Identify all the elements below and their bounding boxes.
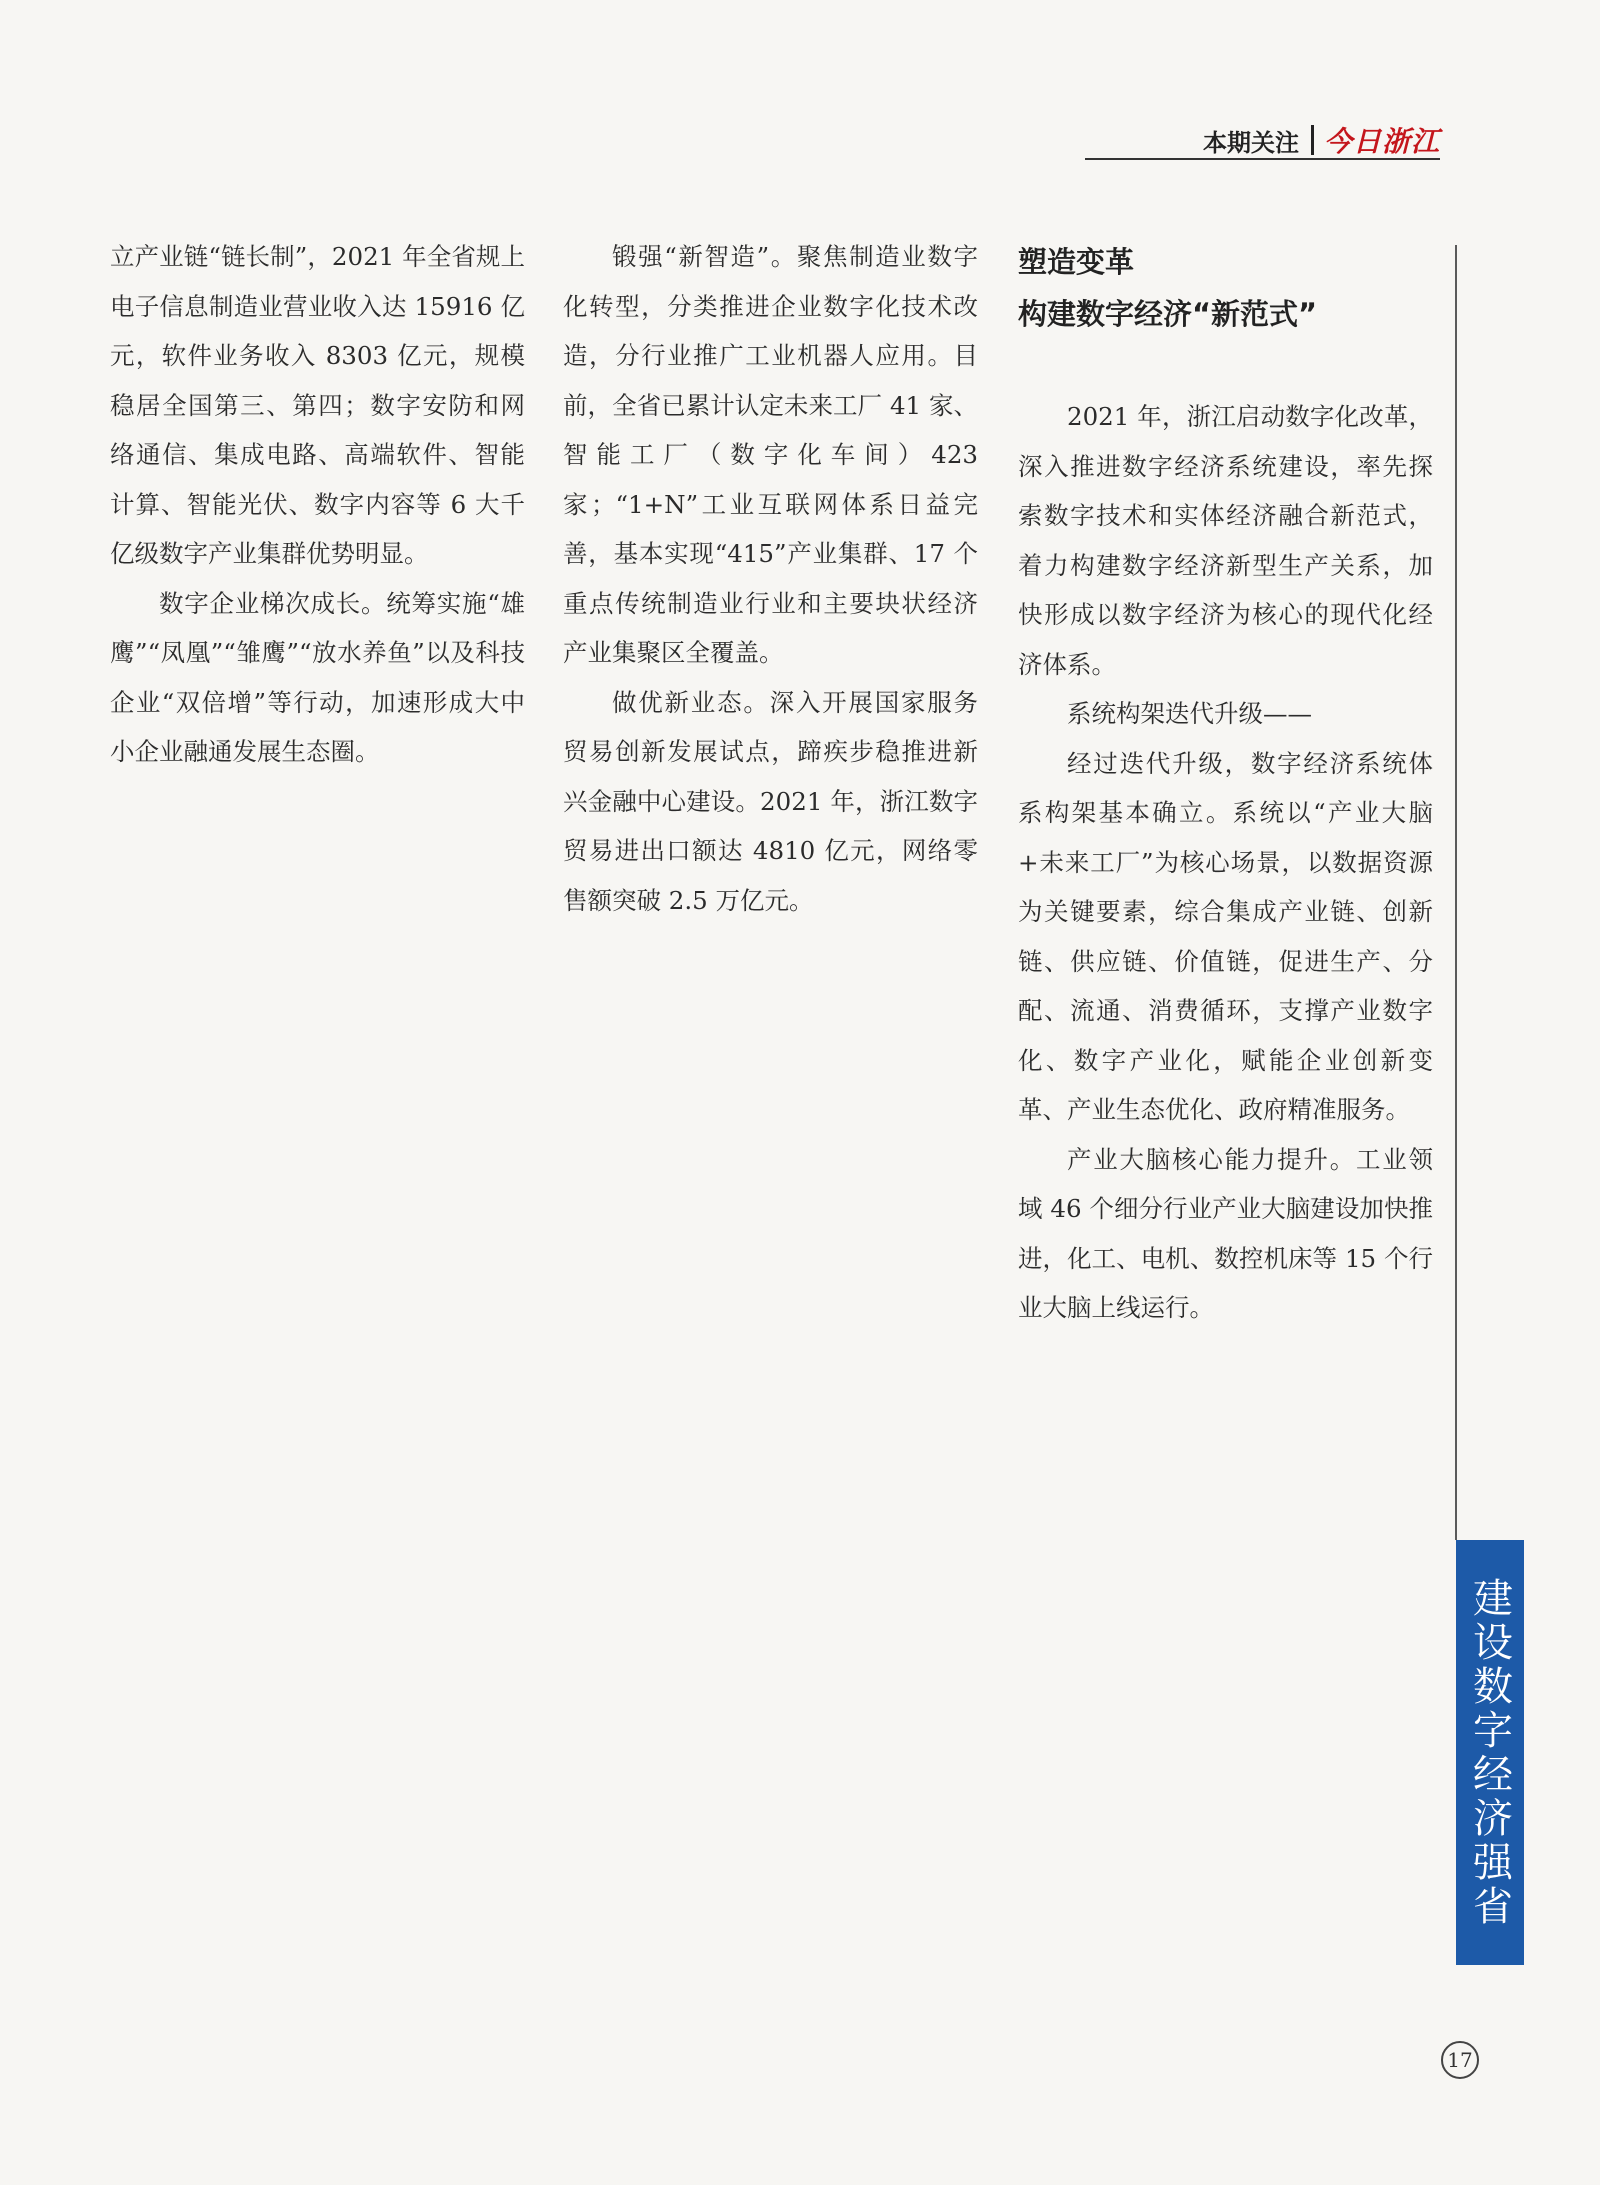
paragraph: 锻强“新智造”。聚焦制造业数字化转型，分类推进企业数字化技术改造，分行业推广工业机器人应用。目前，全省已累计认定未来工厂 41 家、智能工厂（数字化车间）423 家；“1+N”工业互联网体系日益完善，基本实现“415”产业集群、17 个重点传统制造业行业和主要块状经济产业集聚区全覆盖。 [563,242,978,667]
paragraph: 经过迭代升级，数字经济系统体系构架基本确立。系统以“产业大脑+未来工厂”为核心场景，以数据资源为关键要素，综合集成产业链、创新链、供应链、价值链，促进生产、分配、流通、消费循环，支撑产业数字化、数字产业化，赋能企业创新变革、产业生态优化、政府精准服务。 [1018,748,1433,1124]
header-divider [1311,125,1314,155]
paragraph: 2021 年，浙江启动数字化改革，深入推进数字经济系统建设，率先探索数字技术和实体经济融合新范式，着力构建数字经济新型生产关系，加快形成以数字经济为核心的现代化经济体系。 [1018,402,1433,679]
column-divider-line [1455,245,1457,1540]
section-heading [1018,236,1438,340]
page-header [1085,122,1440,158]
article-column-3 [1018,392,1433,1972]
paragraph: 数字企业梯次成长。统筹实施“雄鹰”“凤凰”“雏鹰”“放水养鱼”以及科技企业“双倍增”等行动，加速形成大中小企业融通发展生态圈。 [110,588,525,766]
header-rule [1085,158,1440,160]
section-heading-line-1: 塑造变革 [1018,245,1135,279]
header-section-title: 本期关注 [1202,128,1299,157]
page-number: 17 [1441,2041,1479,2079]
section-side-tab [1456,1540,1524,1965]
section-heading-line-2: 构建数字经济“新范式” [1018,297,1318,331]
paragraph: 做优新业态。深入开展国家服务贸易创新发展试点，蹄疾步稳推进新兴金融中心建设。2021 年，浙江数字贸易进出口额达 4810 亿元，网络零售额突破 2.5 万亿元。 [563,687,978,915]
article-column-2 [563,232,978,1972]
subheading: 系统构架迭代升级—— [1067,699,1312,728]
article-column-1 [110,232,525,1972]
paragraph: 立产业链“链长制”，2021 年全省规上电子信息制造业营业收入达 15916 亿元，软件业务收入 8303 亿元，规模稳居全国第三、第四；数字安防和网络通信、集成电路、高端软件、智能计算、智能光伏、数字内容等 6 大千亿级数字产业集群优势明显。 [110,242,525,568]
paragraph: 产业大脑核心能力提升。工业领域 46 个细分行业产业大脑建设加快推进，化工、电机、数控机床等 15 个行业大脑上线运行。 [1018,1144,1433,1322]
magazine-logo: 今日浙江 [1323,125,1440,158]
side-tab-label: 建设数字经济强省 [1466,1576,1513,1929]
